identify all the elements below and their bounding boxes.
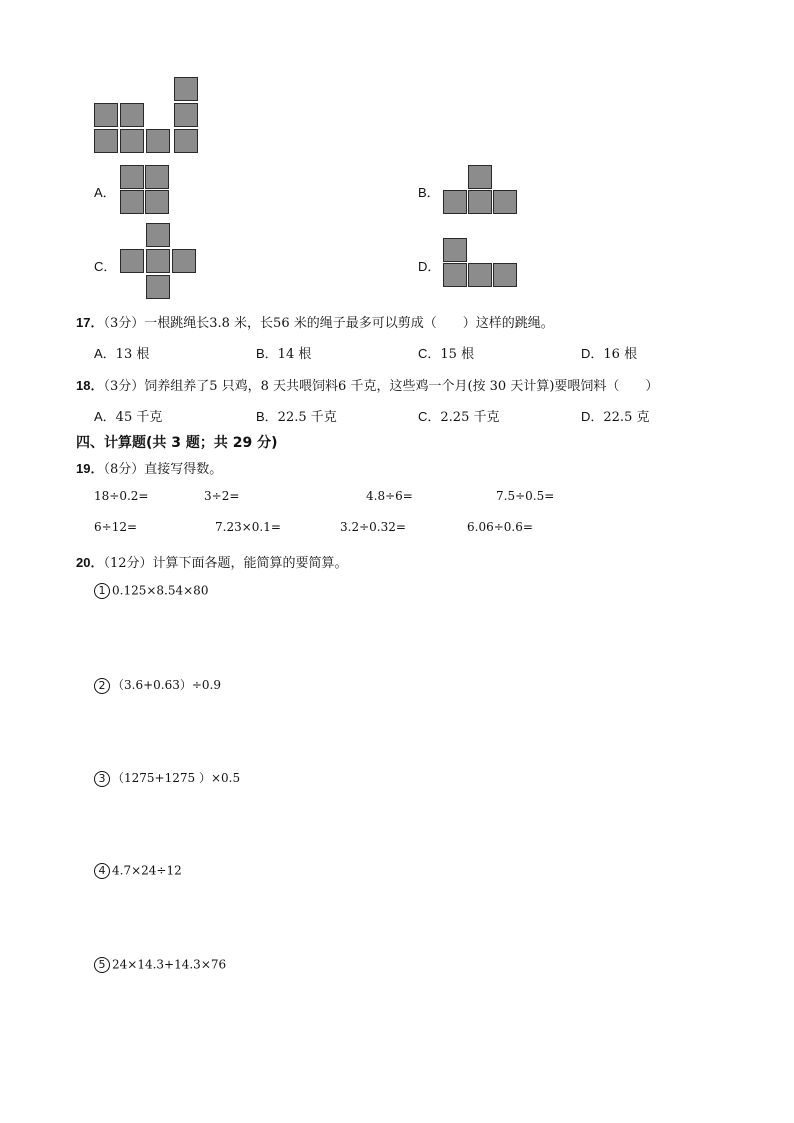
option-letter: C． <box>418 346 441 361</box>
circled-number: 1 <box>94 583 110 599</box>
grid-square <box>443 263 467 287</box>
grid-square <box>468 263 492 287</box>
q19-expr: 6.06÷0.6= <box>467 520 533 534</box>
q18-option-b[interactable] <box>256 406 337 425</box>
q16-option-c-figure[interactable] <box>120 223 200 303</box>
q17-option-c[interactable] <box>418 343 474 362</box>
grid-square <box>120 129 144 153</box>
q16-option-b-label[interactable]: B． <box>418 185 440 200</box>
q20-item-1 <box>94 583 208 599</box>
grid-square <box>468 190 492 214</box>
option-text: 13 根 <box>115 347 150 362</box>
option-letter: B． <box>256 409 278 424</box>
q17-option-d[interactable] <box>581 343 637 362</box>
q16-main-figure <box>94 77 202 158</box>
option-text: 2.25 千克 <box>440 410 500 425</box>
q17-number: 17． <box>76 315 104 330</box>
grid-square <box>94 103 118 127</box>
q18-option-c[interactable] <box>418 406 499 425</box>
grid-square <box>120 165 144 189</box>
circled-number: 3 <box>94 771 110 787</box>
option-letter: D． <box>581 346 604 361</box>
option-text: 22.5 克 <box>603 410 650 425</box>
q18-option-a[interactable] <box>94 406 162 425</box>
q20-item-3 <box>94 769 240 787</box>
q19-expr: 4.8÷6= <box>366 489 413 503</box>
option-letter: C． <box>418 409 441 424</box>
grid-square <box>146 275 170 299</box>
q16-option-d-figure[interactable] <box>443 238 518 288</box>
circled-number: 5 <box>94 957 110 973</box>
option-letter: A． <box>94 409 116 424</box>
grid-square <box>443 238 467 262</box>
option-letter: A． <box>94 346 116 361</box>
option-letter: B． <box>256 346 278 361</box>
grid-square <box>120 249 144 273</box>
q19-expr: 7.5÷0.5= <box>496 489 555 503</box>
grid-square <box>146 129 170 153</box>
q16-option-b-figure[interactable] <box>443 165 518 215</box>
q20-item-2 <box>94 676 221 694</box>
grid-square <box>94 129 118 153</box>
q17-option-a[interactable] <box>94 343 149 362</box>
q17-score: （3分） <box>103 316 145 331</box>
q18-stem <box>76 375 658 394</box>
grid-square <box>120 190 144 214</box>
q20-item-4 <box>94 863 182 879</box>
q16-option-a-figure[interactable] <box>120 165 170 215</box>
q20-score: （12分） <box>103 556 153 571</box>
q20-expression: 0.125×8.54×80 <box>112 583 209 598</box>
q18-score: （3分） <box>103 379 145 394</box>
grid-square <box>468 165 492 189</box>
grid-square <box>146 223 170 247</box>
grid-square <box>172 249 196 273</box>
q17-text: 一根跳绳长3.8 米，长56 米的绳子最多可以剪成（ ）这样的跳绳。 <box>144 316 554 331</box>
q20-item-5 <box>94 957 226 973</box>
q18-option-d[interactable] <box>581 406 649 425</box>
option-letter: D． <box>581 409 604 424</box>
option-text: 16 根 <box>603 347 638 362</box>
q16-option-c-label[interactable]: C． <box>94 259 117 274</box>
q18-number: 18． <box>76 378 104 393</box>
q19-expr: 7.23×0.1= <box>215 520 281 534</box>
q20-expression: 4.7×24÷12 <box>112 863 182 878</box>
q19-expr: 3÷2= <box>204 489 240 503</box>
q19-text: 直接写得数。 <box>144 462 223 477</box>
q20-number: 20． <box>76 555 104 570</box>
q17-option-b[interactable] <box>256 343 311 362</box>
q19-expr: 18÷0.2= <box>94 489 149 503</box>
q16-option-d-label[interactable]: D． <box>418 259 441 274</box>
option-text: 15 根 <box>440 347 475 362</box>
q19-expr: 3.2÷0.32= <box>340 520 406 534</box>
q20-expression: 24×14.3+14.3×76 <box>112 957 227 972</box>
grid-square <box>174 103 198 127</box>
q17-stem <box>76 312 554 331</box>
grid-square <box>146 249 170 273</box>
grid-square <box>443 190 467 214</box>
grid-square <box>145 165 169 189</box>
grid-square <box>493 190 517 214</box>
q16-option-a-label[interactable]: A． <box>94 185 116 200</box>
grid-square <box>120 103 144 127</box>
q19-expr: 6÷12= <box>94 520 138 534</box>
option-text: 14 根 <box>277 347 312 362</box>
q20-expression: （3.6+0.63）÷0.9 <box>112 678 221 692</box>
grid-square <box>493 263 517 287</box>
circled-number: 2 <box>94 678 110 694</box>
grid-square <box>174 77 198 101</box>
option-text: 22.5 千克 <box>277 410 337 425</box>
section-4-title: 四、计算题(共 3 题；共 29 分) <box>76 435 278 451</box>
q19-number: 19． <box>76 461 104 476</box>
grid-square <box>174 129 198 153</box>
circled-number: 4 <box>94 863 110 879</box>
q20-stem <box>76 552 348 571</box>
q19-score: （8分） <box>103 462 145 477</box>
q18-text: 饲养组养了5 只鸡，8 天共喂饲料6 千克，这些鸡一个月(按 30 天计算)要喂饲料（ ） <box>144 379 659 394</box>
grid-square <box>145 190 169 214</box>
option-text: 45 千克 <box>115 410 163 425</box>
q20-text: 计算下面各题，能简算的要简算。 <box>152 556 348 571</box>
q20-expression: （1275+1275 ）×0.5 <box>112 771 241 785</box>
q19-stem <box>76 458 222 477</box>
